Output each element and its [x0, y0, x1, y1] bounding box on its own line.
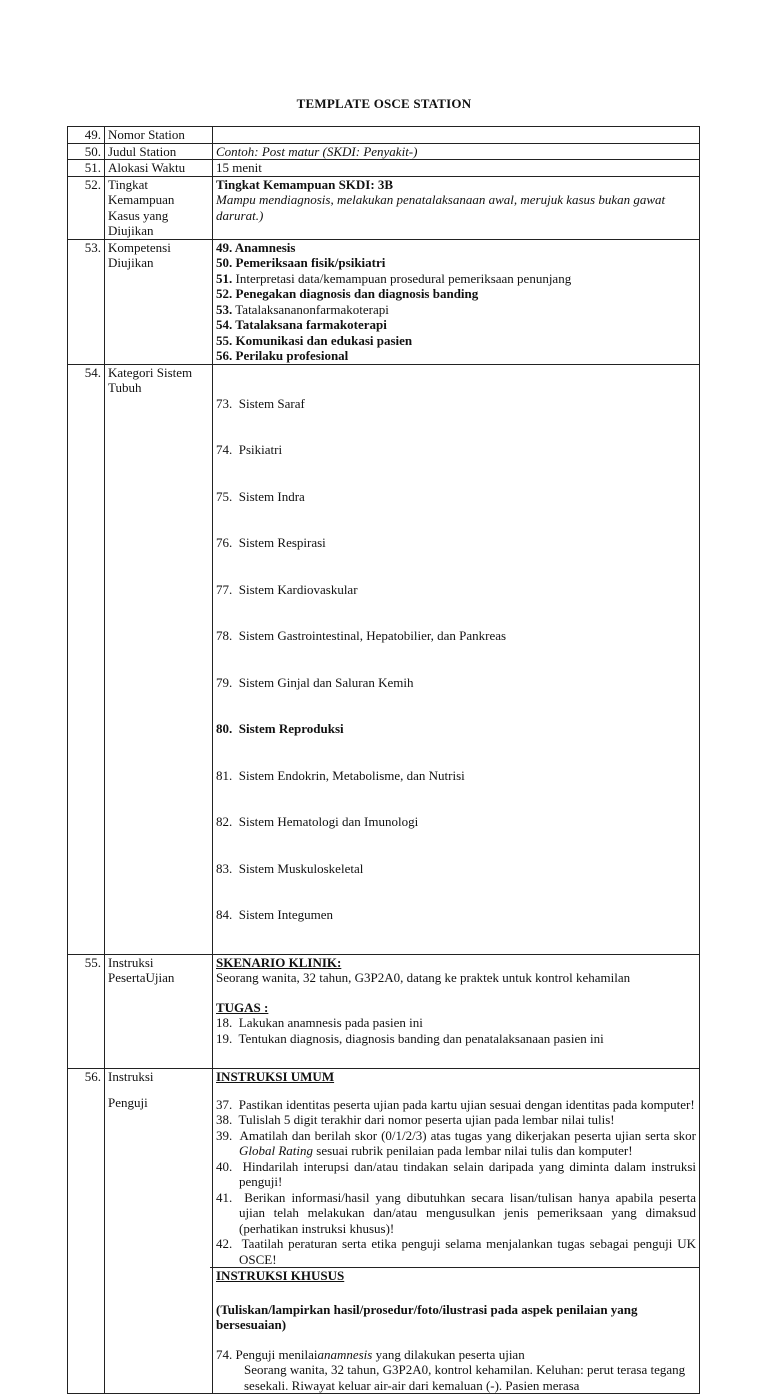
- scenario-text: Seorang wanita, 32 tahun, G3P2A0, datang ke praktek untuk kontrol kehamilan: [216, 970, 631, 985]
- body-system-item: 77. Sistem Kardiovaskular: [216, 581, 358, 597]
- row-label: Kategori Sistem Tubuh: [105, 364, 213, 954]
- body-system-item: 73. Sistem Saraf: [216, 395, 305, 411]
- skdi-level-description: Mampu mendiagnosis, melakukan penatalaksanaan awal, merujuk kasus bukan gawat darurat.): [216, 192, 666, 223]
- row-value: [213, 1069, 700, 1394]
- table-row: [68, 160, 700, 177]
- assessment-item-text: Seorang wanita, 32 tahun, G3P2A0, kontrol kehamilan. Keluhan: perut terasa tegang sesekali. Riwayat keluar air-air dari kemaluan (-). Pasien merasa: [244, 1362, 686, 1393]
- table-row: [68, 176, 700, 239]
- row-label: Alokasi Waktu: [105, 160, 213, 177]
- assessment-item: 74. Penguji menilaianamnesis yang dilakukan peserta ujian: [216, 1346, 525, 1362]
- instruction-item: 39. Amatilah dan berilah skor (0/1/2/3) atas tugas yang dikerjakan peserta ujian serta skor Global Rating sesuai rubrik penilaian pada lembar nilai tulis dan komputer!: [216, 1127, 696, 1158]
- row-label: Instruksi PesertaUjian: [105, 954, 213, 1069]
- row-value: [213, 239, 700, 364]
- row-number: 50.: [68, 143, 105, 160]
- osce-table: [67, 126, 700, 1394]
- table-row: [68, 143, 700, 160]
- row-number: 51.: [68, 160, 105, 177]
- competency-item: 55. Komunikasi dan edukasi pasien: [216, 332, 413, 348]
- general-instructions-heading: INSTRUKSI UMUM: [216, 1069, 335, 1084]
- row-value: [213, 364, 700, 954]
- task-item: 19. Tentukan diagnosis, diagnosis banding dan penatalaksanaan pasien ini: [216, 1030, 604, 1046]
- table-row: [68, 1069, 700, 1394]
- table-row: [68, 364, 700, 954]
- examiner-label-line: Penguji: [108, 1094, 148, 1110]
- row-label: [105, 1069, 213, 1394]
- special-instructions-section: [210, 1267, 699, 1393]
- competency-item: 56. Perilaku profesional: [216, 348, 349, 363]
- body-system-item: 74. Psikiatri: [216, 442, 283, 457]
- row-value: [213, 127, 700, 144]
- competency-item: 50. Pemeriksaan fisik/psikiatri: [216, 255, 386, 270]
- competency-item: 51. Interpretasi data/kemampuan prosedural pemeriksaan penunjang: [216, 270, 572, 286]
- row-number: 54.: [68, 364, 105, 954]
- row-value: Contoh: Post matur (SKDI: Penyakit-): [213, 143, 700, 160]
- table-row: [68, 127, 700, 144]
- row-number: 52.: [68, 176, 105, 239]
- row-number: 53.: [68, 239, 105, 364]
- special-instructions-heading: INSTRUKSI KHUSUS: [216, 1268, 345, 1283]
- body-system-item: 76. Sistem Respirasi: [216, 535, 326, 550]
- row-number: 56.: [68, 1069, 105, 1394]
- scenario-heading: SKENARIO KLINIK:: [216, 954, 342, 970]
- row-value: [213, 176, 700, 239]
- body-system-item: 84. Sistem Integumen: [216, 907, 333, 922]
- body-system-item: 81. Sistem Endokrin, Metabolisme, dan Nutrisi: [216, 767, 465, 783]
- body-system-item: 80. Sistem Reproduksi: [216, 721, 344, 736]
- row-label: Judul Station: [105, 143, 213, 160]
- instruction-item: 38. Tulislah 5 digit terakhir dari nomor peserta ujian pada lembar nilai tulis!: [216, 1112, 615, 1127]
- task-item: 18. Lakukan anamnesis pada pasien ini: [216, 1015, 423, 1030]
- instruction-item: 40. Hindarilah interupsi dan/atau tindakan selain daripada yang diminta dalam instruksi penguji!: [216, 1158, 697, 1189]
- competency-item: 49. Anamnesis: [216, 239, 296, 255]
- body-system-item: 75. Sistem Indra: [216, 488, 305, 504]
- row-number: 49.: [68, 127, 105, 144]
- examiner-label-line: Instruksi: [108, 1069, 154, 1084]
- body-system-item: 79. Sistem Ginjal dan Saluran Kemih: [216, 674, 414, 690]
- body-system-item: 82. Sistem Hematologi dan Imunologi: [216, 814, 419, 829]
- row-value: 15 menit: [213, 160, 700, 177]
- skdi-level-title: Tingkat Kemampuan SKDI: 3B: [216, 176, 394, 192]
- row-label: Kompetensi Diujikan: [105, 239, 213, 364]
- row-label: Tingkat Kemampuan Kasus yang Diujikan: [105, 176, 213, 239]
- competency-item: 54. Tatalaksana farmakoterapi: [216, 317, 387, 332]
- instruction-item: 41. Berikan informasi/hasil yang dibutuhkan secara lisan/tulisan hanya apabila peserta ujian telah melakukan dan/atau mengusulkan jenis pemeriksaan yang dimaksud (perhatikan instruksi khusus)!: [216, 1189, 696, 1236]
- body-system-item: 83. Sistem Muskuloskeletal: [216, 860, 364, 876]
- instruction-item: 42. Taatilah peraturan serta etika penguji selama menjalankan tugas sebagai penguji UK OSCE!: [216, 1236, 696, 1267]
- table-row: [68, 954, 700, 1069]
- row-label: Nomor Station: [105, 127, 213, 144]
- table-row: [68, 239, 700, 364]
- task-heading: TUGAS :: [216, 999, 269, 1015]
- row-value: [213, 954, 700, 1069]
- row-number: 55.: [68, 954, 105, 1069]
- document-title: TEMPLATE OSCE STATION: [296, 96, 472, 111]
- body-system-item: 78. Sistem Gastrointestinal, Hepatobilier, dan Pankreas: [216, 628, 507, 643]
- instruction-item: 37. Pastikan identitas peserta ujian pada kartu ujian sesuai dengan identitas pada komputer!: [216, 1096, 695, 1112]
- special-instructions-note: (Tuliskan/lampirkan hasil/prosedur/foto/ilustrasi pada aspek penilaian yang bersesuaian): [216, 1301, 638, 1332]
- competency-item: 52. Penegakan diagnosis dan diagnosis banding: [216, 286, 479, 301]
- competency-item: 53. Tatalaksananonfarmakoterapi: [216, 301, 389, 317]
